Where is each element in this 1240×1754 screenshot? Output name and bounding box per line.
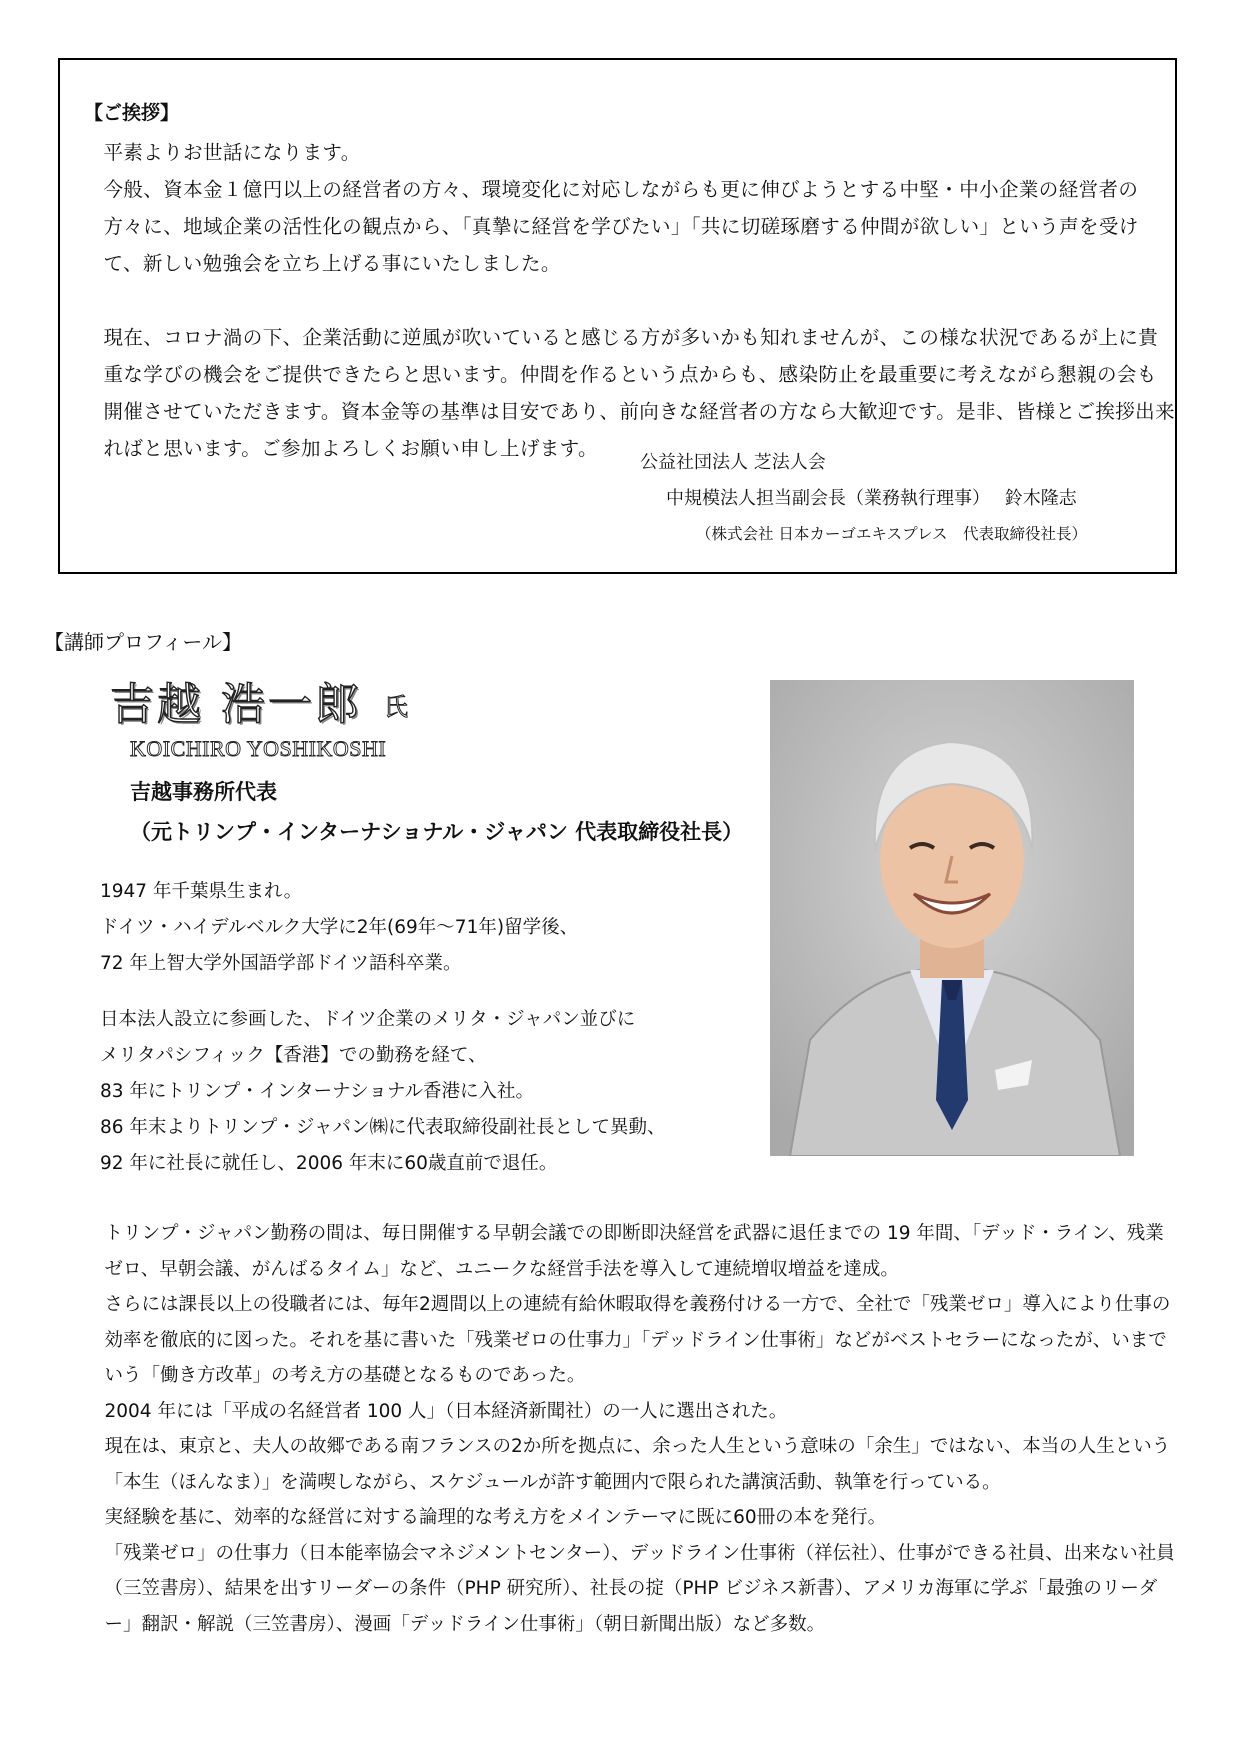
achievement-paragraph: 現在は、東京と、夫人の故郷である南フランスの2か所を拠点に、余った人生という意味の「余生」ではない、本当の人生という「本生（ほんなま）」を満喫しながら、スケジュールが許す範囲内で限られた講演活動、執筆を行っている。 — [104, 1436, 1171, 1493]
bio-line: 92 年に社長に就任し、2006 年末に60歳直前で退任。 — [100, 1153, 558, 1174]
achievement-paragraph: 「残業ゼロ」の仕事力（日本能率協会マネジメントセンター）、デッドライン仕事術（祥伝社）、仕事ができる社員、出来ない社員（三笠書房）、結果を出すリーダーの条件（PHP 研究所）、社長の掟（PHP ビジネス新書）、アメリカ海軍に学ぶ「最強のリーダー」翻訳・解説（三笠書房）、漫画「デッドライン仕事術」（朝日新聞出版）など多数。 — [104, 1542, 1175, 1635]
greeting-paragraph-1: 平素よりお世話になります。 — [103, 141, 361, 164]
achievement-paragraph: トリンプ・ジャパン勤務の間は、毎日開催する早朝会議での即断即決経営を武器に退任までの 19 年間、「デッド・ライン、残業ゼロ、早朝会議、がんばるタイム」など、ユニークな経営手法を導入して連続増収増益を達成。 — [104, 1223, 1164, 1280]
bio-line: ドイツ・ハイデルベルク大学に2年(69年～71年)留学後、 — [100, 917, 579, 938]
achievement-paragraph: 実経験を基に、効率的な経営に対する論理的な考え方をメインテーマに既に60冊の本を発行。 — [104, 1507, 887, 1528]
bio-line: 1947 年千葉県生まれ。 — [100, 881, 303, 902]
bio-line: 日本法人設立に参画した、ドイツ企業のメリタ・ジャパン並びに — [100, 1009, 636, 1030]
speaker-title-current: 吉越事務所代表 — [130, 780, 277, 804]
profile-heading: 【講師プロフィール】 — [44, 630, 242, 654]
speaker-title-former: （元トリンプ・インターナショナル・ジャパン 代表取締役社長） — [130, 820, 744, 844]
greeting-paragraph-2: 今般、資本金１億円以上の経営者の方々、環境変化に対応しながらも更に伸びようとする中堅・中小企業の経営者の方々に、地域企業の活性化の観点から、「真摯に経営を学びたい」「共に切磋琢磨する仲間が欲しい」という声を受けて、新しい勉強会を立ち上げる事にいたしました。 — [103, 178, 1139, 275]
speaker-bio-career — [100, 1002, 760, 1182]
speaker-photo — [770, 680, 1134, 1156]
greeting-box — [58, 58, 1177, 574]
speaker-name: 吉越 浩一郎 — [110, 679, 362, 730]
bio-line: メリタパシフィック【香港】での勤務を経て、 — [100, 1045, 487, 1066]
speaker-portrait-illustration — [770, 680, 1134, 1156]
speaker-name-suffix: 氏 — [384, 693, 408, 721]
greeting-heading: 【ご挨拶】 — [84, 102, 180, 124]
signature-company: （株式会社 日本カーゴエキスプレス 代表取締役社長） — [696, 525, 1088, 543]
greeting-paragraph-3: 現在、コロナ渦の下、企業活動に逆風が吹いていると感じる方が多いかも知れませんが、この様な状況であるが上に貴重な学びの機会をご提供できたらと思います。仲間を作るという点からも、感染防止を最重要に考えながら懇親の会も開催させていただきます。資本金等の基準は目安であり、前向きな経営者の方なら大歓迎です。是非、皆様とご挨拶出来ればと思います。ご参加よろしくお願い申し上げます。 — [103, 326, 1175, 460]
speaker-name-romaji: KOICHIRO YOSHIKOSHI — [130, 736, 387, 761]
bio-line: 83 年にトリンプ・インターナショナル香港に入社。 — [100, 1081, 535, 1102]
signature-title: 中規模法人担当副会長（業務執行理事） 鈴木隆志 — [666, 488, 1077, 509]
bio-line: 72 年上智大学外国語学部ドイツ語科卒業。 — [100, 953, 462, 974]
achievement-paragraph: さらには課長以上の役職者には、毎年2週間以上の連続有給休暇取得を義務付ける一方で、全社で「残業ゼロ」導入により仕事の効率を徹底的に図った。それを基に書いた「残業ゼロの仕事力」「デッドライン仕事術」などがベストセラーになったが、いまでいう「働き方改革」の考え方の基礎となるものであった。 — [104, 1294, 1171, 1386]
speaker-achievements — [86, 1216, 1176, 1642]
bio-line: 86 年末よりトリンプ・ジャパン㈱に代表取締役副社長として異動、 — [100, 1117, 666, 1138]
achievement-paragraph: 2004 年には「平成の名経営者 100 人」（日本経済新聞社）の一人に選出された。 — [104, 1400, 788, 1422]
speaker-name-row — [110, 668, 408, 732]
speaker-bio-early — [100, 874, 740, 982]
signature-organization: 公益社団法人 芝法人会 — [640, 452, 826, 473]
